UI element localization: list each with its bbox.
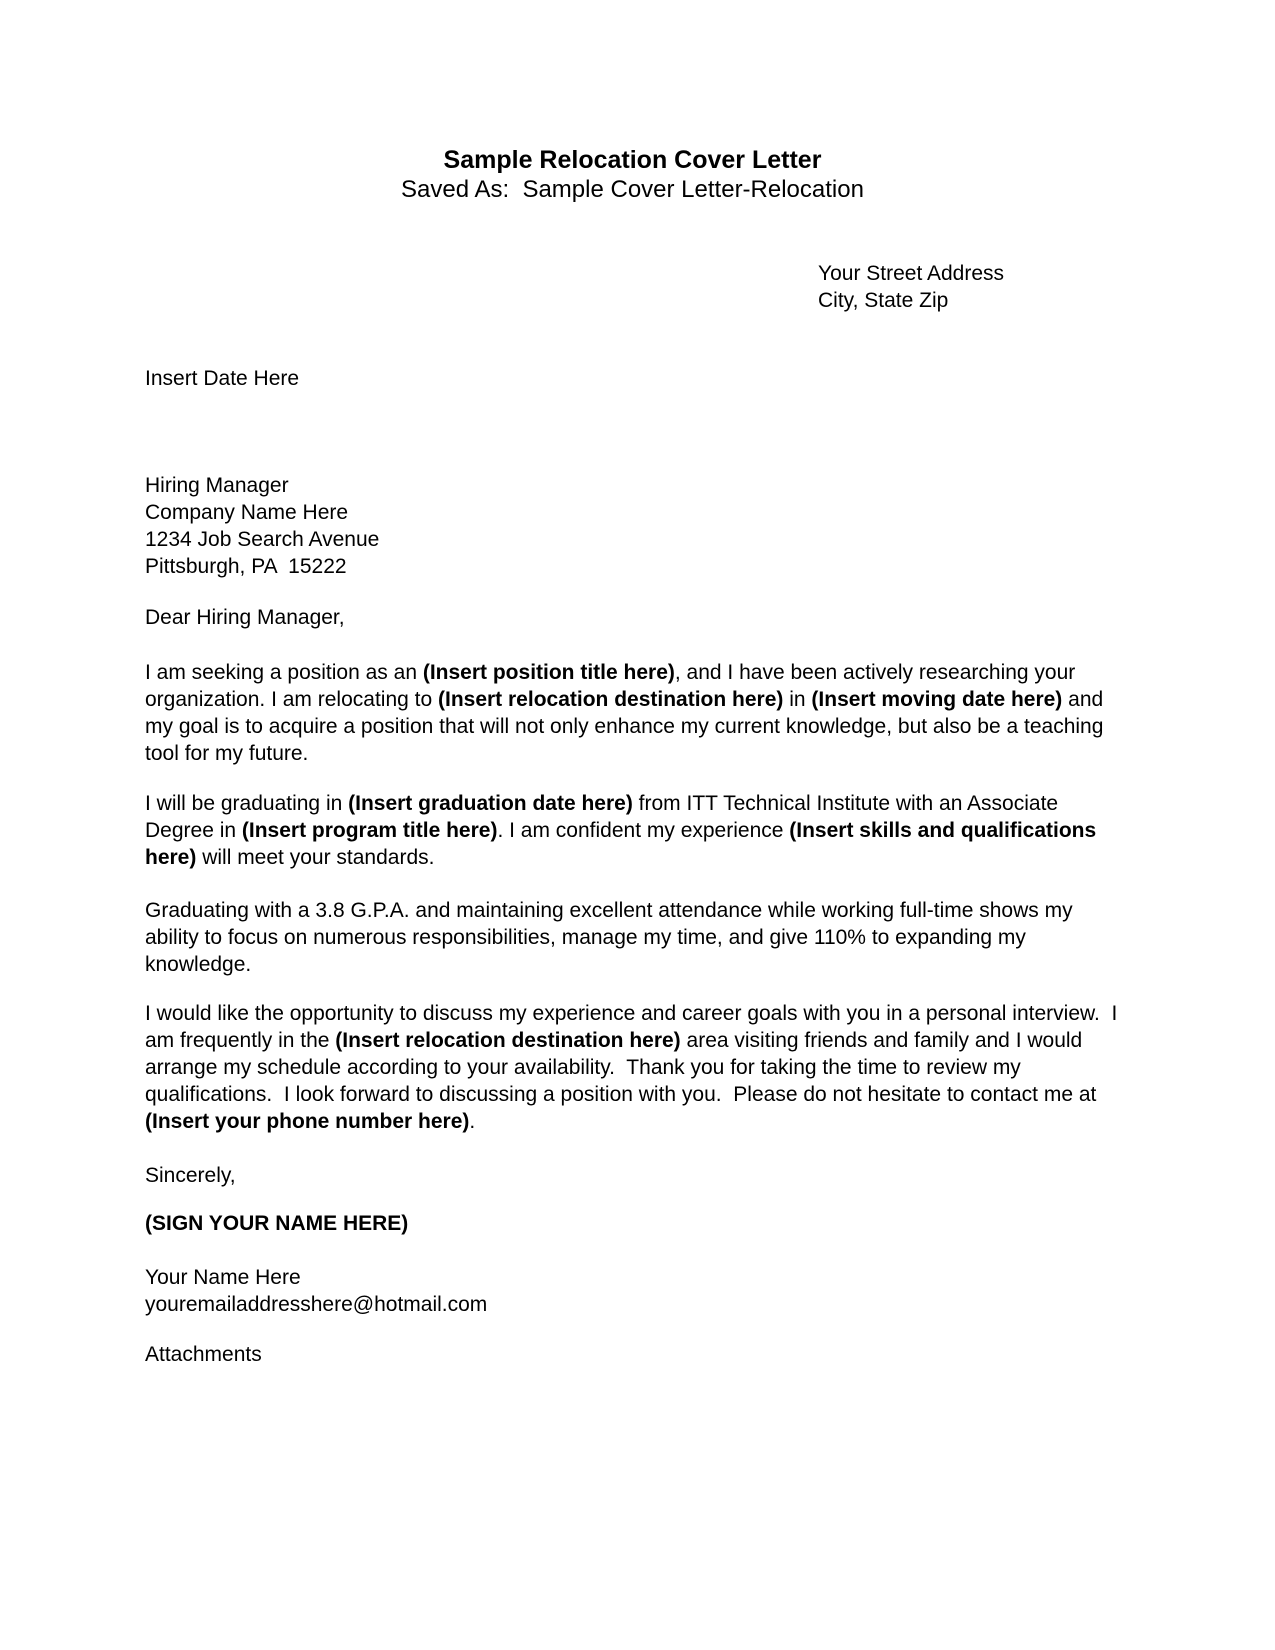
sender-address-block	[818, 260, 1120, 314]
text-run: from ITT Technical Institute with an Associate Degree in	[145, 792, 1064, 842]
text-run: .	[469, 1110, 476, 1133]
text-run: and my goal is to acquire a position that will not only enhance my current knowledge, but also be a teaching tool for my future.	[145, 688, 1110, 765]
text-line: 1234 Job Search Avenue	[145, 528, 380, 551]
text-line: City, State Zip	[818, 289, 949, 312]
text-line: Your Street Address	[818, 262, 1005, 285]
text-line: Company Name Here	[145, 501, 349, 524]
letter-header	[145, 145, 1120, 205]
text-run: I am seeking a position as an	[145, 661, 423, 684]
insert-placeholder: (Insert skills and qualifications here)	[145, 819, 1103, 869]
body-paragraph-3	[145, 897, 1120, 978]
insert-placeholder: (Insert your phone number here)	[145, 1110, 470, 1133]
text-run: I would like the opportunity to discuss my experience and career goals with you in a personal interview. I am frequently in the	[145, 1002, 1124, 1052]
insert-placeholder: (Insert moving date here)	[811, 688, 1063, 711]
insert-placeholder: (Insert position title here)	[422, 661, 675, 684]
date-line: Insert Date Here	[145, 367, 300, 390]
text-run: . I am confident my experience	[497, 819, 790, 842]
signer-block	[145, 1264, 1120, 1318]
text-line: Pittsburgh, PA 15222	[145, 555, 347, 578]
recipient-address-block	[145, 472, 1120, 580]
text-run: will meet your standards.	[196, 846, 435, 869]
body-paragraph-4	[145, 1000, 1124, 1135]
text-run: in	[783, 688, 812, 711]
text-line: Hiring Manager	[145, 474, 289, 497]
insert-placeholder: (Insert relocation destination here)	[335, 1029, 681, 1052]
body-paragraph-2	[145, 790, 1120, 871]
text-run: Graduating with a 3.8 G.P.A. and maintaining excellent attendance while working full-time shows my ability to focus on numerous responsibilities, manage my time, and give 110% to expanding my knowledge.	[145, 899, 1079, 976]
insert-placeholder: (Insert graduation date here)	[348, 792, 633, 815]
attachments-label: Attachments	[145, 1343, 262, 1366]
text-line: youremailaddresshere@hotmail.com	[145, 1293, 488, 1316]
letter-content	[145, 0, 1124, 1368]
text-run: I will be graduating in	[145, 792, 349, 815]
salutation: Dear Hiring Manager,	[145, 606, 345, 629]
text-run: area visiting friends and family and I would arrange my schedule according to your availability. Thank you for taking the time to review my qualifications. I look forward to discussing a position with you. Please do not hesitate to contact me at	[145, 1029, 1103, 1106]
insert-placeholder: (Insert program title here)	[241, 819, 498, 842]
text-line: Your Name Here	[145, 1266, 301, 1289]
closing: Sincerely,	[145, 1164, 236, 1187]
body-paragraph-1	[145, 659, 1120, 767]
signature-placeholder: (SIGN YOUR NAME HERE)	[145, 1212, 409, 1235]
insert-placeholder: (Insert relocation destination here)	[438, 688, 784, 711]
letter-saved-as: Saved As: Sample Cover Letter-Relocation	[401, 176, 864, 203]
text-run: , and I have been actively researching your organization. I am relocating to	[145, 661, 1082, 711]
letter-title: Sample Relocation Cover Letter	[443, 146, 822, 174]
